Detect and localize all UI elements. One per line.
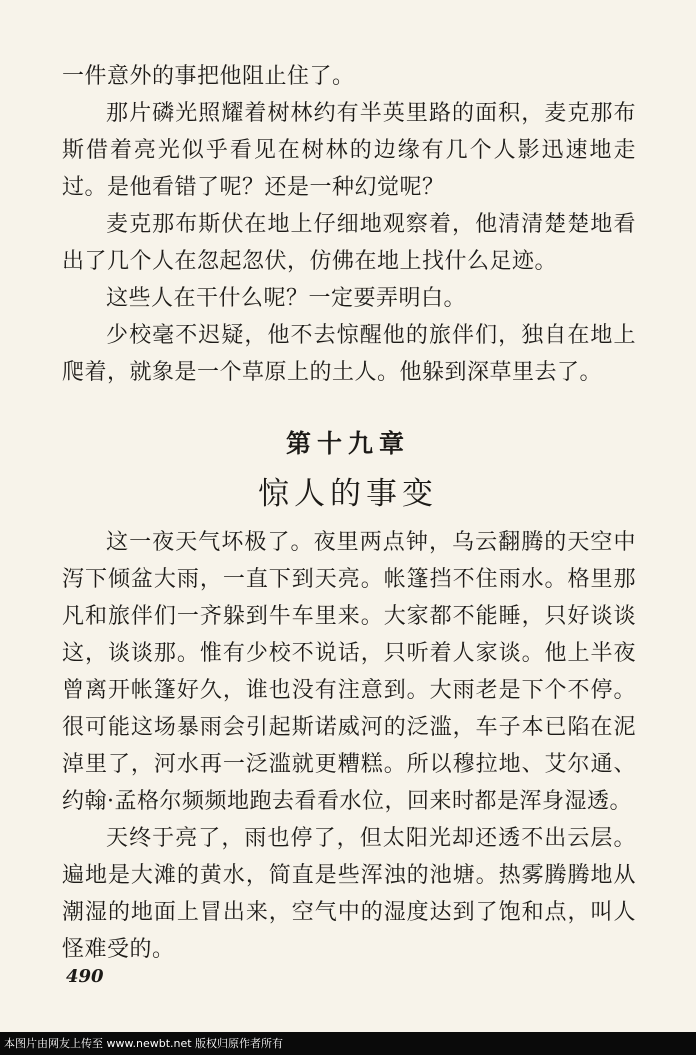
copyright-footer: 本图片由网友上传至 www.newbt.net 版权归原作者所有: [0, 1032, 696, 1055]
text-block-bottom: [62, 524, 636, 968]
text-block-top: [62, 58, 636, 391]
paragraph-continuation: 一件意外的事把他阻止住了。: [62, 64, 355, 89]
chapter-title: 惊人的事变: [258, 476, 438, 512]
paragraph: 少校毫不迟疑，他不去惊醒他的旅伴们，独自在地上爬着，就象是一个草原上的土人。他躲到深草里去了。: [62, 323, 636, 385]
paragraph: 这些人在干什么呢？一定要弄明白。: [106, 286, 467, 311]
page-number: 490: [66, 966, 104, 987]
paragraph: 天终于亮了，雨也停了，但太阳光却还透不出云层。遍地是大滩的黄水，简直是些浑浊的池塘。热雾腾腾地从潮湿的地面上冒出来，空气中的湿度达到了饱和点，叫人怪难受的。: [62, 826, 636, 962]
paragraph: 那片磷光照耀着树林约有半英里路的面积，麦克那布斯借着亮光似乎看见在树林的边缘有几个人影迅速地走过。是他看错了呢？还是一种幻觉呢？: [62, 101, 636, 200]
chapter-number: 第十九章: [285, 429, 410, 458]
paragraph: 麦克那布斯伏在地上仔细地观察着，他清清楚楚地看出了几个人在忽起忽伏，仿佛在地上找什么足迹。: [62, 212, 636, 274]
paragraph: 这一夜天气坏极了。夜里两点钟，乌云翻腾的天空中泻下倾盆大雨，一直下到天亮。帐篷挡不住雨水。格里那凡和旅伴们一齐躲到牛车里来。大家都不能睡，只好谈谈这，谈谈那。惟有少校不说话，只听着人家谈。他上半夜曾离开帐篷好久，谁也没有注意到。大雨老是下个不停。很可能这场暴雨会引起斯诺威河的泛滥，车子本已陷在泥淖里了，河水再一泛滥就更糟糕。所以穆拉地、艾尔通、约翰·孟格尔频频地跑去看看水位，回来时都是浑身湿透。: [62, 530, 636, 814]
